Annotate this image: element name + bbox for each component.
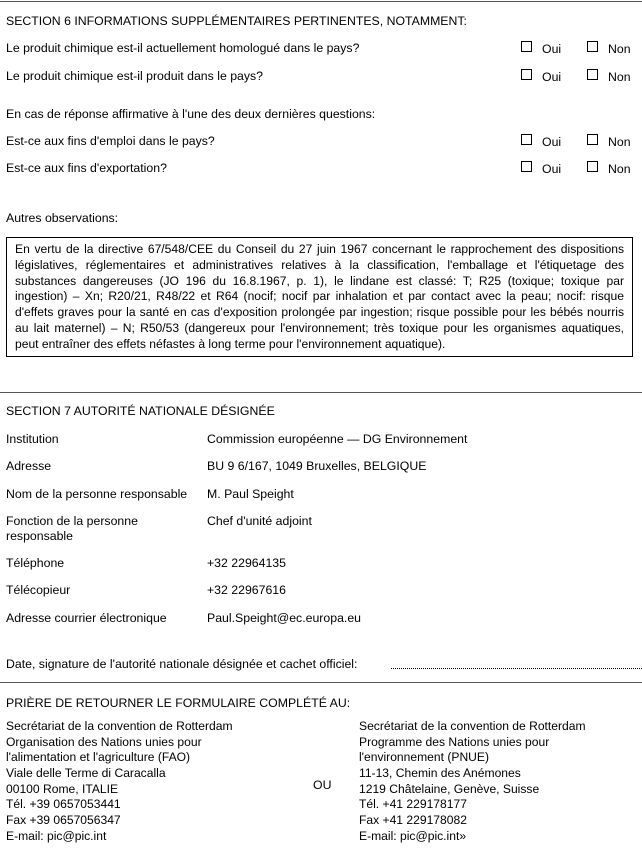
- person-value: M. Paul Speight: [207, 487, 294, 501]
- unep-line: Secrétariat de la convention de Rotterdam: [359, 719, 586, 733]
- fao-line: Viale delle Terme di Caracalla: [6, 766, 166, 781]
- unep-email[interactable]: E-mail: pic@pic.int»: [359, 828, 467, 843]
- q3-no-label: Non: [608, 135, 631, 149]
- remarks-box[interactable]: [6, 237, 633, 357]
- institution-label: Institution: [6, 432, 59, 446]
- q2-no-label: Non: [608, 70, 631, 84]
- question-produced: Le produit chimique est-il produit dans le pays?: [6, 69, 264, 83]
- question-registered: Le produit chimique est-il actuellement homologué dans le pays?: [6, 41, 360, 55]
- function-value: Chef d'unité adjoint: [207, 514, 312, 528]
- institution-value: Commission européenne — DG Environnement: [207, 432, 468, 446]
- q1-yes-label: Oui: [542, 42, 562, 56]
- unep-line: l'environnement (PNUE): [359, 750, 490, 765]
- section7-title: SECTION 7 AUTORITÉ NATIONALE DÉSIGNÉE: [6, 404, 275, 418]
- q1-no-checkbox[interactable]: [587, 41, 598, 52]
- return-rule: [0, 682, 642, 683]
- fao-line: Tél. +39 0657053441: [6, 797, 121, 812]
- q4-no-label: Non: [608, 162, 631, 176]
- q3-yes-label: Oui: [542, 135, 562, 149]
- fao-address: [6, 719, 233, 845]
- email-value: Paul.Speight@ec.europa.eu: [207, 611, 362, 625]
- phone-label: Téléphone: [6, 556, 65, 570]
- q3-yes-checkbox[interactable]: [521, 134, 532, 145]
- fao-email[interactable]: E-mail: pic@pic.int: [6, 828, 107, 843]
- fax-label: Télécopieur: [6, 583, 71, 597]
- q2-yes-label: Oui: [542, 70, 562, 84]
- q2-yes-checkbox[interactable]: [521, 69, 532, 80]
- remarks-text: En vertu de la directive 67/548/CEE du Conseil du 27 juin 1967 concernant le rapprochement des dispositions législatives, réglementaires et administratives relatives à la classification, l'emballage et l'étiquetage des substances dangereuses (JO 196 du 16.8.1967, p. 1), le lindane est classé: T; R25 (toxique; toxique par ingestion) – Xn; R20/21, R48/22 et R64 (nocif; nocif par inhalation et par contact avec la peau; nocif: risque d'effets graves pour la santé en cas d'exposition prolongée par ingestion; risque possible pour les bébés nourris au lait maternel) – N; R50/53 (dangereux pour l'environnement; très toxique pour les organismes aquatiques, peut entraîner des effets néfastes à long terme pour l'environnement aquatique).: [15, 242, 624, 351]
- signature-label: Date, signature de l'autorité nationale désignée et cachet officiel:: [6, 657, 358, 671]
- fao-line: Organisation des Nations unies pour: [6, 734, 202, 749]
- fao-line: Secrétariat de la convention de Rotterdam: [6, 719, 233, 733]
- person-label: Nom de la personne responsable: [6, 487, 188, 501]
- return-title: PRIÈRE DE RETOURNER LE FORMULAIRE COMPLÉTÉ AU:: [6, 696, 351, 710]
- q3-no-checkbox[interactable]: [587, 134, 598, 145]
- q4-yes-label: Oui: [542, 162, 562, 176]
- unep-line: 11-13, Chemin des Anémones: [359, 766, 521, 781]
- q4-yes-checkbox[interactable]: [521, 161, 532, 172]
- top-rule: [0, 1, 642, 2]
- address-label: Adresse: [6, 459, 52, 473]
- question-export: Est-ce aux fins d'exportation?: [6, 161, 167, 175]
- q2-no-checkbox[interactable]: [587, 69, 598, 80]
- function-label-line1: Fonction de la personne: [6, 514, 138, 528]
- unep-address: [359, 719, 586, 845]
- q4-no-checkbox[interactable]: [587, 161, 598, 172]
- unep-line: Fax +41 229178082: [359, 813, 467, 828]
- fao-line: Fax +39 0657056347: [6, 813, 121, 828]
- section7-rule: [0, 392, 642, 393]
- unep-line: 1219 Châtelaine, Genève, Suisse: [359, 781, 540, 796]
- email-label: Adresse courrier électronique: [6, 611, 167, 625]
- question-domestic-use: Est-ce aux fins d'emploi dans le pays?: [6, 134, 215, 148]
- signature-line[interactable]: [391, 658, 642, 669]
- or-label: OU: [313, 778, 332, 792]
- q1-no-label: Non: [608, 42, 631, 56]
- fao-line: l'alimentation et l'agriculture (FAO): [6, 750, 191, 765]
- conditional-intro: En cas de réponse affirmative à l'une des deux dernières questions:: [6, 107, 376, 121]
- section6-title: SECTION 6 INFORMATIONS SUPPLÉMENTAIRES PERTINENTES, NOTAMMENT:: [6, 14, 467, 28]
- phone-value: +32 22964135: [207, 556, 286, 570]
- unep-line: Programme des Nations unies pour: [359, 734, 550, 749]
- unep-line: Tél. +41 229178177: [359, 797, 467, 812]
- remarks-label: Autres observations:: [6, 211, 119, 225]
- address-value: BU 9 6/167, 1049 Bruxelles, BELGIQUE: [207, 459, 427, 473]
- function-label-line2: responsable: [6, 529, 73, 543]
- q1-yes-checkbox[interactable]: [521, 41, 532, 52]
- fax-value: +32 22967616: [207, 583, 286, 597]
- fao-line: 00100 Rome, ITALIE: [6, 781, 119, 796]
